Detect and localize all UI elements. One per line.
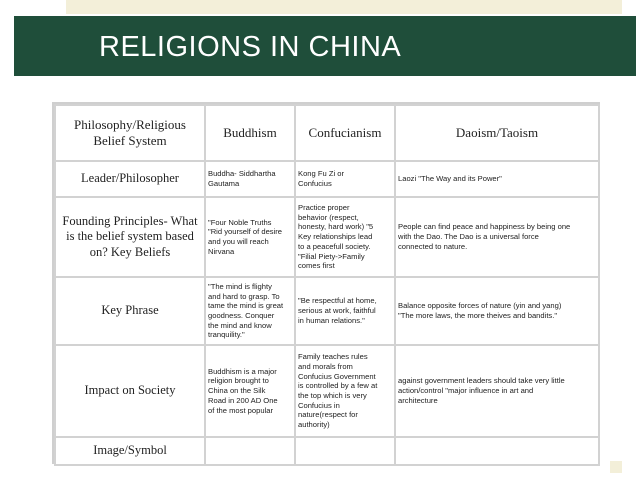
table-cell: Practice proper behavior (respect, honesty, hard work) "5 Key relationships lead to a peacefull society. "Filial Piety->Family comes first: [296, 198, 394, 276]
table-row: [56, 198, 598, 276]
comparison-table: [52, 102, 600, 464]
row-label: Leader/Philosopher: [56, 162, 204, 196]
table-cell: Laozi "The Way and its Power": [396, 162, 598, 196]
table-cell: Buddhism is a major religion brought to China on the Silk Road in 200 AD One of the most popular: [206, 346, 294, 436]
column-header-confucianism: Confucianism: [296, 106, 394, 160]
table-row: [56, 162, 598, 196]
row-label: Impact on Society: [56, 346, 204, 436]
slide-title: RELIGIONS IN CHINA: [99, 31, 402, 63]
table-row: [56, 438, 598, 464]
table-cell: "The mind is flighty and hard to grasp. To tame the mind is great goodness. Conquer the mind and know tranquility.": [206, 278, 294, 344]
top-accent-strip: [66, 0, 622, 14]
table-cell: [296, 438, 394, 464]
table-row: [56, 346, 598, 436]
table-cell: Family teaches rules and morals from Confucius Government is controlled by a few at the top which is very Confucius in nature(respect for authority): [296, 346, 394, 436]
corner-accent: [610, 461, 622, 473]
table-cell: Balance opposite forces of nature (yin and yang) "The more laws, the more theives and bandits.": [396, 278, 598, 344]
table-header-row: [56, 106, 598, 160]
table-cell: [206, 438, 294, 464]
table-cell: "Four Noble Truths "Rid yourself of desire and you will reach Nirvana: [206, 198, 294, 276]
table-cell: "Be respectful at home, serious at work, faithful in human relations.": [296, 278, 394, 344]
table-cell: [396, 438, 598, 464]
row-label: Founding Principles- What is the belief system based on? Key Beliefs: [56, 198, 204, 276]
column-header-daoism: Daoism/Taoism: [396, 106, 598, 160]
column-header-buddhism: Buddhism: [206, 106, 294, 160]
column-header: Philosophy/Religious Belief System: [56, 106, 204, 160]
table-cell: People can find peace and happiness by being one with the Dao. The Dao is a universal force connected to nature.: [396, 198, 598, 276]
row-label: Image/Symbol: [56, 438, 204, 464]
table-cell: Kong Fu Zi or Confucius: [296, 162, 394, 196]
table-cell: Buddha- Siddhartha Gautama: [206, 162, 294, 196]
row-label: Key Phrase: [56, 278, 204, 344]
table-row: [56, 278, 598, 344]
table-cell: against government leaders should take very little action/control "major influence in art and architecture: [396, 346, 598, 436]
